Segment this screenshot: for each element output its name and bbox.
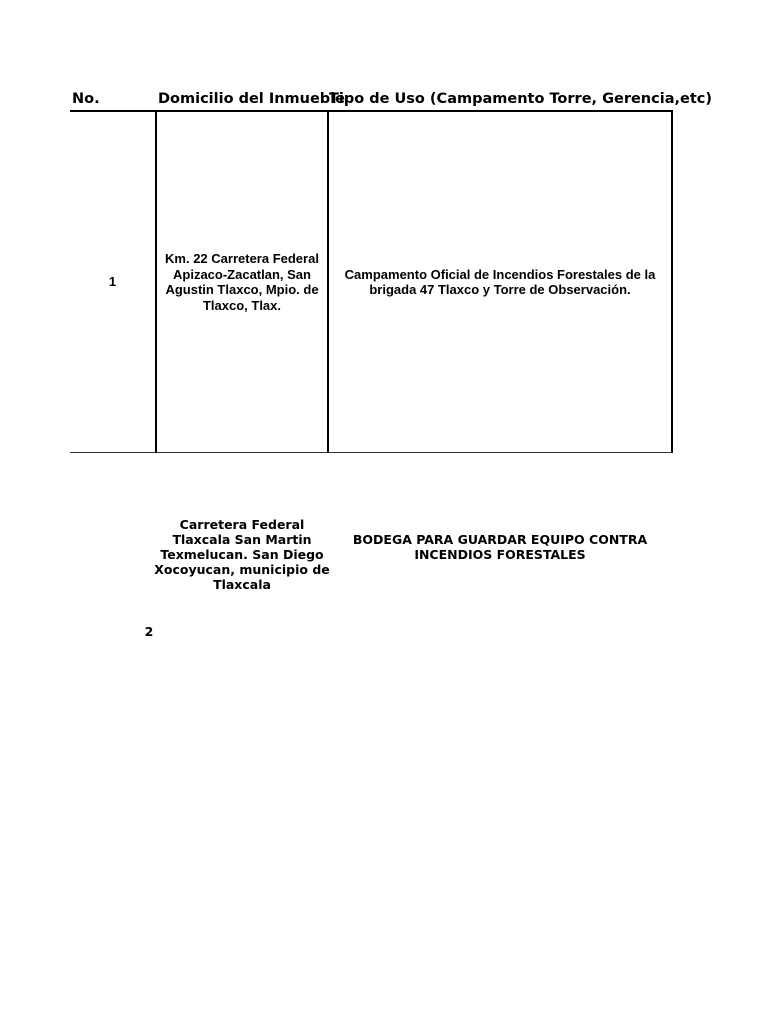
row-2-domicilio: Carretera Federal Tlaxcala San Martin Texmelucan. San Diego Xocoyucan, municipio de Tlaxcala [154,517,330,592]
header-tipo-de-uso: Tipo de Uso (Campamento Torre, Gerencia,etc) [329,91,712,107]
row-2-no: 2 [144,624,154,639]
header-domicilio: Domicilio del Inmueble [158,91,345,107]
row-2-tipo-de-uso: BODEGA PARA GUARDAR EQUIPO CONTRA INCENDIOS FORESTALES [352,532,648,562]
header-no: No. [72,91,100,107]
row-1-tipo-de-uso [329,112,671,452]
row-1-domicilio-text: Km. 22 Carretera Federal Apizaco-Zacatlan, San Agustin Tlaxco, Mpio. de Tlaxco, Tlax. [165,251,319,313]
row-1-domicilio [157,112,327,452]
row-1-no-text: 1 [108,274,117,290]
column-divider-3 [671,110,673,453]
row-1-tipo-text: Campamento Oficial de Incendios Forestales de la brigada 47 Tlaxco y Torre de Observación. [344,266,656,297]
table-bottom-border [70,452,673,453]
row-1-no [70,112,155,452]
